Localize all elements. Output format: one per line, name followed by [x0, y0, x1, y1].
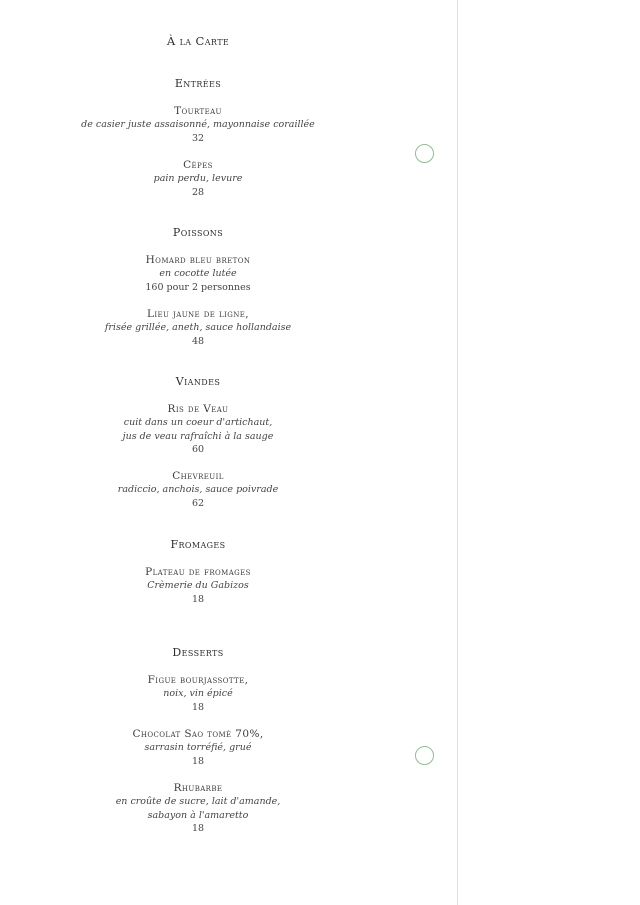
- dish-lieu-jaune: [48, 307, 348, 348]
- dish-name: Chevreuil: [172, 470, 224, 482]
- dish-price: 32: [191, 132, 205, 144]
- dish-tourteau: [48, 104, 348, 145]
- section-title-poissons: Poissons: [172, 226, 224, 239]
- dish-homard: [48, 253, 348, 294]
- dish-figue: [48, 673, 348, 714]
- section-title-desserts: Desserts: [172, 646, 224, 659]
- dish-description: de casier juste assaisonné, mayonnaise coraillée: [81, 119, 315, 130]
- dish-plateau-fromages: [48, 565, 348, 606]
- dish-chevreuil: [48, 469, 348, 510]
- dish-name: Plateau de fromages: [145, 566, 251, 578]
- dish-name: Ris de Veau: [167, 403, 229, 415]
- dish-description: noix, vin épicé: [163, 688, 233, 699]
- dish-price: 18: [191, 593, 205, 605]
- dish-price: 60: [191, 444, 205, 455]
- menu-title: À la Carte: [166, 34, 230, 48]
- dish-price: 18: [191, 823, 205, 834]
- dish-description: Crèmerie du Gabizos: [147, 580, 249, 591]
- dish-description: radiccio, anchois, sauce poivrade: [117, 484, 279, 495]
- dish-description: en croûte de sucre, lait d'amande,: [115, 796, 281, 807]
- dish-description: cuit dans un coeur d'artichaut,: [123, 417, 273, 428]
- dish-description: pain perdu, levure: [153, 173, 243, 184]
- dish-name: Figue bourjassotte,: [147, 674, 249, 686]
- dish-name: Rhubarbe: [173, 782, 223, 794]
- dish-ris-de-veau: [48, 402, 348, 456]
- dish-name: Chocolat Sao tomé 70%,: [132, 728, 264, 740]
- dish-cepes: [48, 158, 348, 199]
- dish-description: frisée grillée, aneth, sauce hollandaise: [104, 322, 292, 333]
- dish-price: 28: [191, 186, 205, 198]
- binder-hole-icon: [415, 144, 434, 163]
- dish-price: 48: [191, 335, 205, 347]
- dish-chocolat: [48, 727, 348, 768]
- section-title-entrees: Entrées: [174, 77, 222, 90]
- page-divider: [457, 0, 458, 905]
- dish-description: sabayon à l'amaretto: [147, 809, 249, 821]
- dish-price: 18: [191, 701, 205, 713]
- dish-rhubarbe: [48, 781, 348, 835]
- dish-price: 62: [191, 497, 205, 509]
- dish-description: sarrasin torréfié, grué: [144, 742, 252, 753]
- dish-description: jus de veau rafraîchi à la sauge: [122, 430, 274, 442]
- dish-price: 18: [191, 755, 205, 767]
- menu-column: [48, 0, 348, 905]
- dish-price: 160 pour 2 personnes: [145, 281, 251, 293]
- dish-name: Tourteau: [174, 105, 222, 117]
- dish-name: Homard bleu breton: [145, 254, 251, 266]
- dish-description: en cocotte lutée: [159, 268, 237, 279]
- binder-hole-icon: [415, 746, 434, 765]
- dish-name: Lieu jaune de ligne,: [146, 308, 250, 320]
- dish-name: Cèpes: [183, 159, 213, 171]
- section-title-fromages: Fromages: [170, 538, 226, 551]
- section-title-viandes: Viandes: [175, 375, 221, 388]
